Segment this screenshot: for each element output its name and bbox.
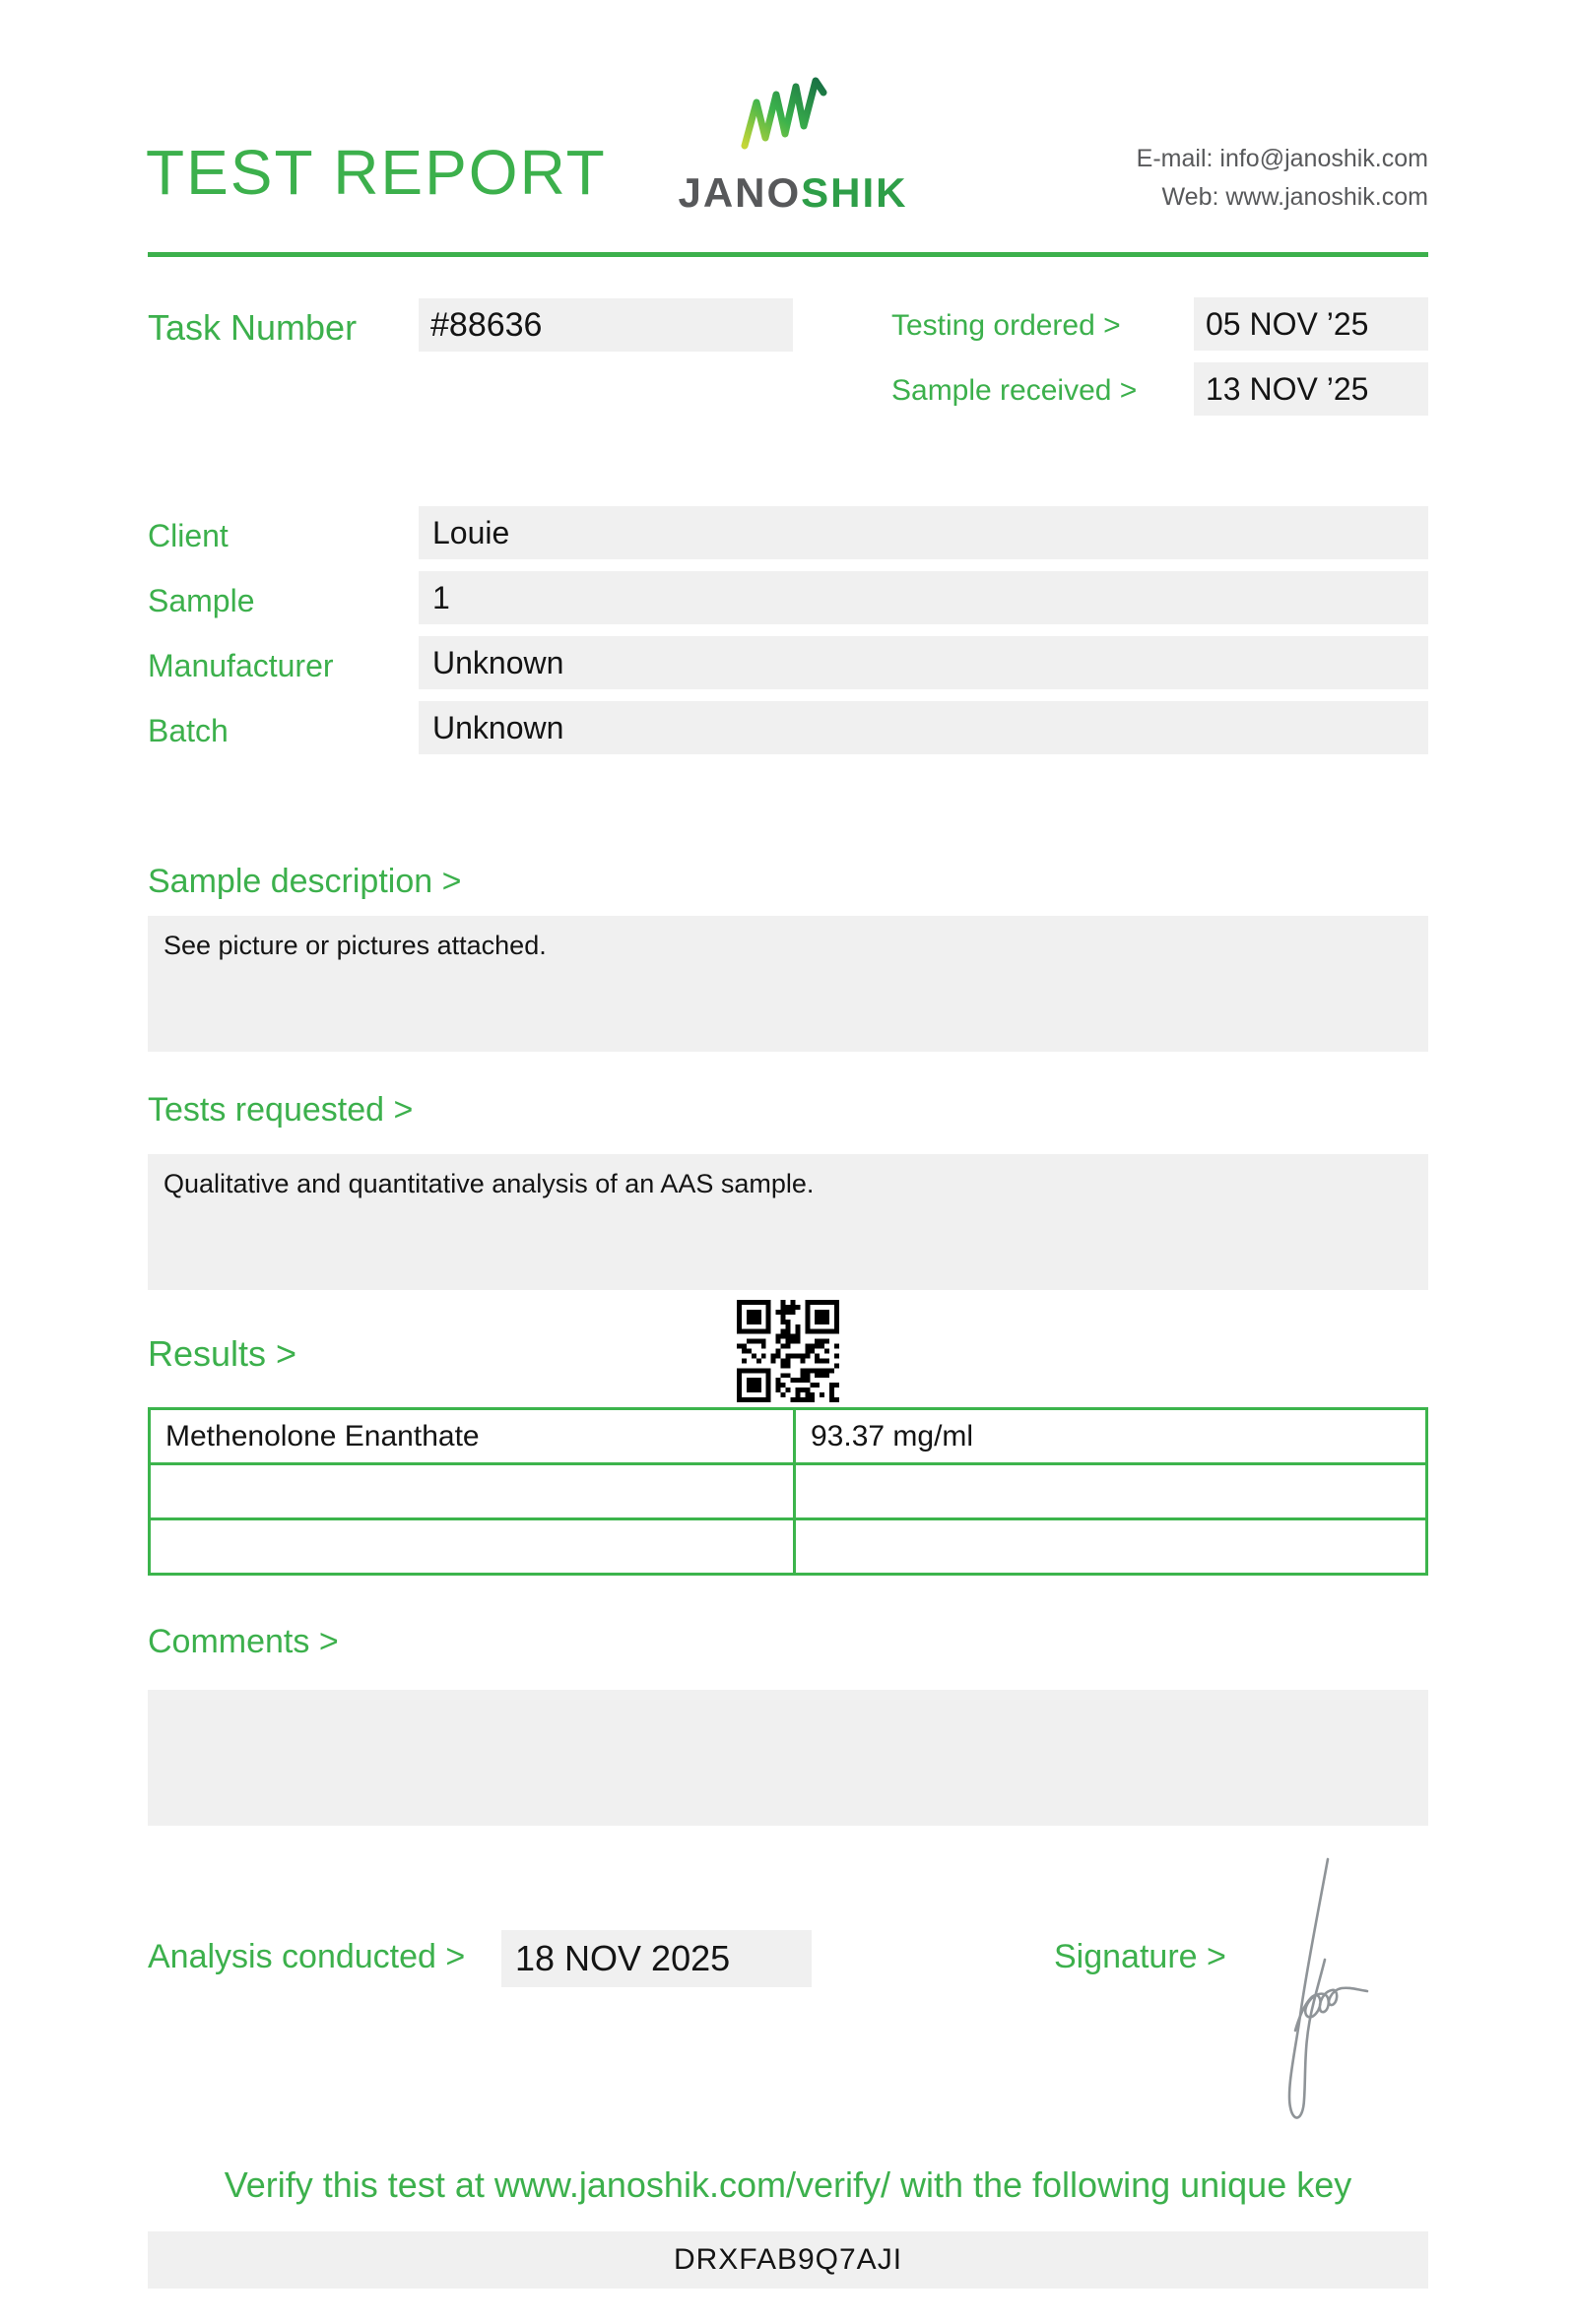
sample-description-heading: Sample description > <box>148 863 462 900</box>
contact-email: E-mail: info@janoshik.com <box>1136 145 1428 172</box>
testing-ordered-field <box>1194 297 1428 351</box>
qr-code <box>737 1300 839 1402</box>
analysis-conducted-field <box>501 1930 812 1987</box>
result-analyte-cell <box>150 1519 795 1575</box>
signature-scribble <box>1271 1853 1379 2134</box>
sample-received-label: Sample received > <box>891 374 1138 407</box>
result-value-cell <box>795 1519 1427 1575</box>
result-analyte-cell: Methenolone Enanthate <box>150 1409 795 1464</box>
tests-requested-text: Qualitative and quantitative analysis of an AAS sample. <box>164 1169 815 1198</box>
table-row <box>150 1409 1427 1464</box>
client-field <box>419 506 1428 559</box>
result-value-cell <box>795 1464 1427 1519</box>
sample-value: 1 <box>432 579 450 615</box>
comments-heading: Comments > <box>148 1623 339 1660</box>
tests-requested-heading: Tests requested > <box>148 1091 414 1129</box>
sample-field <box>419 571 1428 624</box>
comments-text <box>148 1690 1428 1719</box>
task-number-value: #88636 <box>430 305 543 344</box>
batch-field <box>419 701 1428 754</box>
page-title: TEST REPORT <box>146 137 607 208</box>
verify-key-field <box>148 2231 1428 2289</box>
logo-wordmark <box>670 169 916 217</box>
task-number-label: Task Number <box>148 307 358 348</box>
task-number-field <box>419 298 793 352</box>
verify-key-value: DRXFAB9Q7AJI <box>673 2243 903 2276</box>
results-heading: Results > <box>148 1333 297 1374</box>
analysis-conducted-label: Analysis conducted > <box>148 1938 466 1975</box>
manufacturer-field <box>419 636 1428 689</box>
client-label: Client <box>148 518 229 553</box>
sample-description-box <box>148 916 1428 1052</box>
table-row <box>150 1464 1427 1519</box>
result-analyte-cell <box>150 1464 795 1519</box>
testing-ordered-value: 05 NOV ’25 <box>1206 305 1369 342</box>
sample-received-field <box>1194 362 1428 416</box>
batch-label: Batch <box>148 713 229 748</box>
tests-requested-box <box>148 1154 1428 1290</box>
contact-web: Web: www.janoshik.com <box>1161 183 1428 211</box>
signature-label: Signature > <box>1054 1938 1226 1975</box>
sample-label: Sample <box>148 583 255 618</box>
table-row <box>150 1519 1427 1575</box>
testing-ordered-label: Testing ordered > <box>891 309 1121 342</box>
analysis-conducted-value: 18 NOV 2025 <box>515 1938 731 1978</box>
manufacturer-label: Manufacturer <box>148 648 334 683</box>
results-table <box>148 1407 1428 1576</box>
sample-received-value: 13 NOV ’25 <box>1206 370 1369 407</box>
batch-value: Unknown <box>432 709 564 745</box>
contact-block <box>985 140 1428 217</box>
verify-instruction: Verify this test at www.janoshik.com/verify/ with the following unique key <box>224 2164 1352 2205</box>
result-value-cell: 93.37 mg/ml <box>795 1409 1427 1464</box>
logo-green-letters: SHIK <box>801 169 908 216</box>
rising-chart-arrow-icon <box>739 75 837 154</box>
comments-box <box>148 1690 1428 1826</box>
header-divider <box>148 252 1428 257</box>
logo-gray-letters: JANO <box>678 169 802 216</box>
client-value: Louie <box>432 514 510 550</box>
sample-description-text: See picture or pictures attached. <box>164 931 547 960</box>
manufacturer-value: Unknown <box>432 644 564 680</box>
